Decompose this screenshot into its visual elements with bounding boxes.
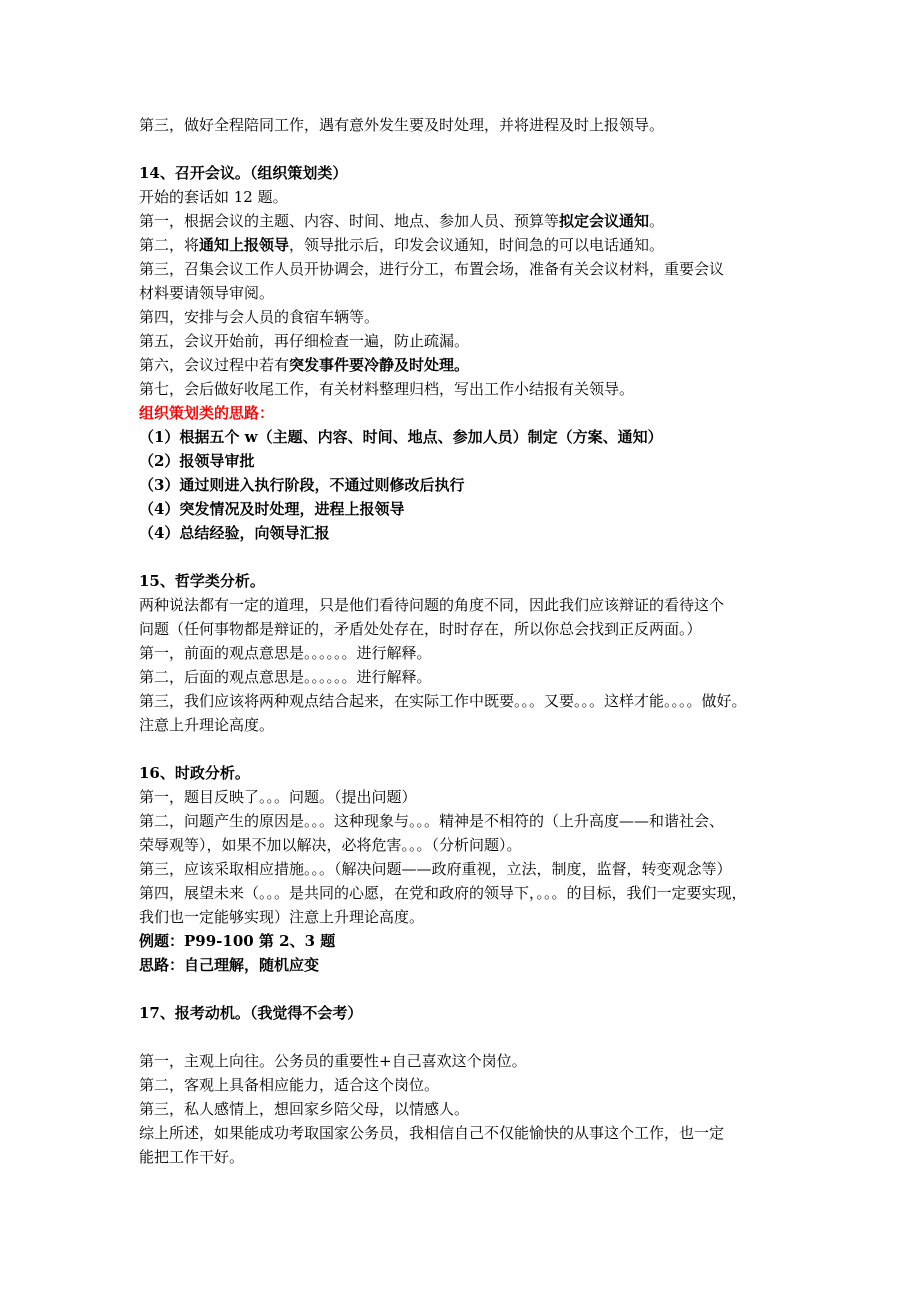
idea-point: （1）根据五个 w（主题、内容、时间、地点、参加人员）制定（方案、通知）: [139, 428, 663, 446]
paragraph: 两种说法都有一定的道理，只是他们看待问题的角度不同，因此我们应该辩证的看待这个: [139, 596, 725, 614]
paragraph: [139, 233, 839, 257]
idea-point: （3）通过则进入执行阶段，不通过则修改后执行: [139, 476, 465, 494]
paragraph: 能把工作干好。: [139, 1148, 245, 1166]
paragraph: 第二，问题产生的原因是。。。这种现象与。。。精神是不相符的（上升高度——和谐社会、: [139, 812, 725, 830]
text: ，领导批示后，印发会议通知，时间急的可以电话通知。: [289, 236, 665, 254]
paragraph: 第三，我们应该将两种观点结合起来，在实际工作中既要。。。又要。。。这样才能。。。。做好。: [139, 692, 747, 710]
paragraph: 第一，主观上向往。公务员的重要性+自己喜欢这个岗位。: [139, 1052, 527, 1070]
paragraph: [139, 353, 839, 377]
paragraph: 综上所述，如果能成功考取国家公务员，我相信自己不仅能愉快的从事这个工作，也一定: [139, 1124, 725, 1142]
paragraph: 材料要请领导审阅。: [139, 284, 275, 302]
paragraph: 第四，安排与会人员的食宿车辆等。: [139, 308, 380, 326]
paragraph: 我们也一定能够实现）注意上升理论高度。: [139, 908, 425, 926]
paragraph: 第三，召集会议工作人员开协调会，进行分工，布置会场，准备有关会议材料，重要会议: [139, 260, 725, 278]
text: 第六，会议过程中若有: [139, 356, 290, 374]
paragraph: 第二，客观上具备相应能力，适合这个岗位。: [139, 1076, 440, 1094]
section-title-14: 14、召开会议。（组织策划类）: [139, 164, 348, 182]
paragraph: 第三，私人感情上，想回家乡陪父母，以情感人。: [139, 1100, 470, 1118]
paragraph: 注意上升理论高度。: [139, 716, 275, 734]
idea-heading: 组织策划类的思路：: [139, 404, 275, 422]
paragraph: 开始的套话如 12 题。: [139, 188, 288, 206]
spacer: [139, 737, 839, 761]
paragraph: 第三，应该采取相应措施。。。（解决问题——政府重视，立法，制度，监督，转变观念等）: [139, 860, 732, 878]
idea-line: 思路：自己理解，随机应变: [139, 956, 320, 974]
text: 第二，将: [139, 236, 200, 254]
paragraph: 第二，后面的观点意思是。。。。。。进行解释。: [139, 668, 432, 686]
text: 第一，根据会议的主题、内容、时间、地点、参加人员、预算等: [139, 212, 560, 230]
section-title-16: 16、时政分析。: [139, 764, 250, 782]
paragraph: 第一，前面的观点意思是。。。。。。进行解释。: [139, 644, 432, 662]
bold-text: 突发事件要冷静及时处理。: [289, 356, 470, 374]
text: 。: [649, 212, 665, 230]
document-body: [139, 113, 839, 1169]
paragraph: 第一，题目反映了。。。问题。（提出问题）: [139, 788, 417, 806]
idea-point: （4）突发情况及时处理，进程上报领导: [139, 500, 405, 518]
paragraph: 第五，会议开始前，再仔细检查一遍，防止疏漏。: [139, 332, 470, 350]
spacer: [139, 545, 839, 569]
paragraph: [139, 209, 839, 233]
spacer: [139, 137, 839, 161]
bold-text: 拟定会议通知: [559, 212, 650, 230]
section-title-15: 15、哲学类分析。: [139, 572, 265, 590]
paragraph: 第三，做好全程陪同工作，遇有意外发生要及时处理，并将进程及时上报领导。: [139, 116, 665, 134]
spacer: [139, 1025, 839, 1049]
example-line: 例题：P99-100 第 2、3 题: [139, 932, 336, 950]
spacer: [139, 977, 839, 1001]
paragraph: 问题（任何事物都是辩证的，矛盾处处存在，时时存在，所以你总会找到正反两面。）: [139, 620, 702, 638]
paragraph: 荣辱观等），如果不加以解决，必将危害。。。（分析问题）。: [139, 836, 522, 854]
bold-text: 通知上报领导: [199, 236, 290, 254]
idea-point: （4）总结经验，向领导汇报: [139, 524, 330, 542]
idea-point: （2）报领导审批: [139, 452, 255, 470]
paragraph: 第四，展望未来（。。。是共同的心愿，在党和政府的领导下，。。。的目标，我们一定要实现，: [139, 884, 747, 902]
paragraph: 第七，会后做好收尾工作，有关材料整理归档，写出工作小结报有关领导。: [139, 380, 635, 398]
section-title-17: 17、报考动机。（我觉得不会考）: [139, 1004, 363, 1022]
